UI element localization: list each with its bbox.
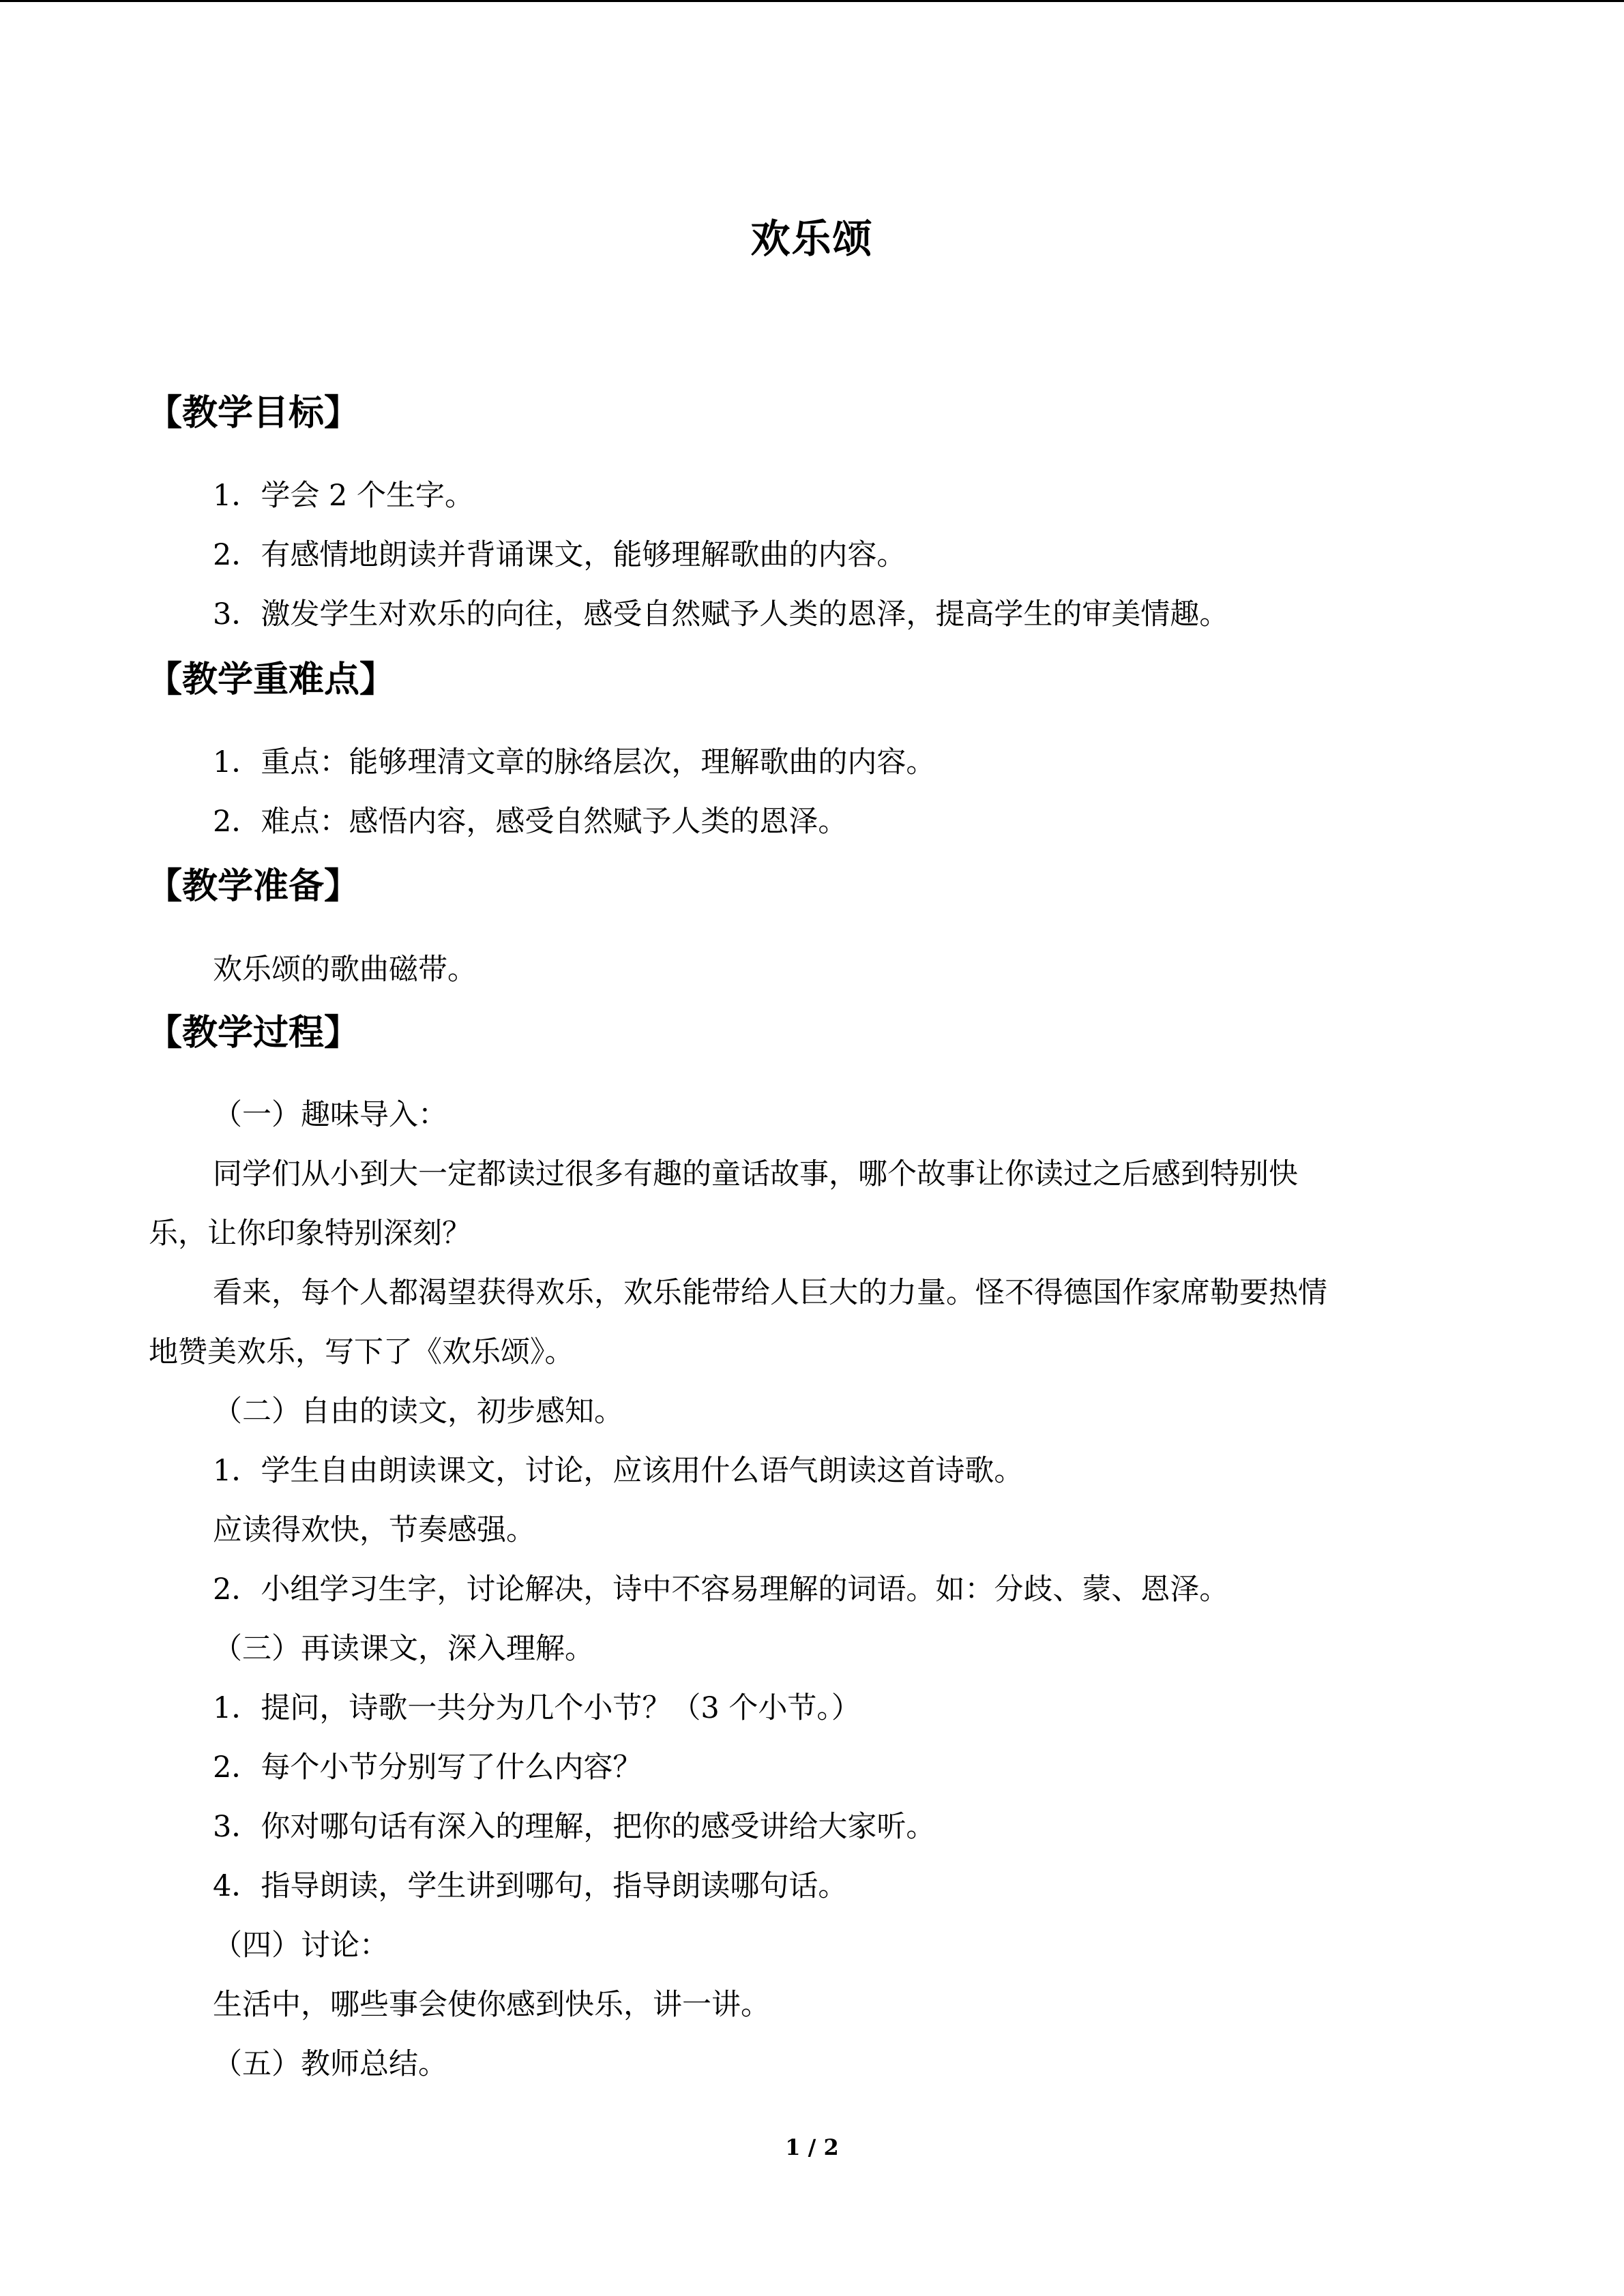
heading-key-points: 【教学重难点】 (147, 659, 396, 700)
process-line-15: （四）讨论： (213, 1928, 389, 1963)
process-line-4: 看来，每个人都渴望获得欢乐，欢乐能带给人巨大的力量。怪不得德国作家席勒要热情 (213, 1276, 1327, 1310)
objective-item-1: 1．学会 2 个生字。 (213, 479, 475, 513)
process-line-9: 2．小组学习生字，讨论解决，诗中不容易理解的词语。如：分歧、蒙、恩泽。 (213, 1572, 1229, 1607)
top-border-line (0, 0, 1624, 2)
key-point-item-1: 1．重点：能够理清文章的脉络层次，理解歌曲的内容。 (213, 745, 936, 779)
heading-objectives: 【教学目标】 (147, 393, 360, 434)
document-title: 欢乐颂 (750, 215, 874, 262)
process-line-5: 地赞美欢乐，写下了《欢乐颂》。 (149, 1335, 574, 1369)
process-line-10: （三）再读课文，深入理解。 (213, 1632, 594, 1666)
objective-item-2: 2．有感情地朗读并背诵课文，能够理解歌曲的内容。 (213, 538, 906, 572)
heading-process: 【教学过程】 (147, 1013, 360, 1054)
preparation-item-1: 欢乐颂的歌曲磁带。 (213, 953, 477, 987)
process-line-16: 生活中，哪些事会使你感到快乐，讲一讲。 (213, 1988, 770, 2022)
process-line-2: 同学们从小到大一定都读过很多有趣的童话故事，哪个故事让你读过之后感到特别快 (213, 1157, 1298, 1191)
process-line-6: （二）自由的读文，初步感知。 (213, 1395, 623, 1429)
process-line-1: （一）趣味导入： (213, 1098, 447, 1132)
process-line-12: 2．每个小节分别写了什么内容？ (213, 1750, 643, 1785)
process-line-17: （五）教师总结。 (213, 2047, 447, 2081)
process-line-14: 4．指导朗读，学生讲到哪句，指导朗读哪句话。 (213, 1869, 848, 1903)
heading-preparation: 【教学准备】 (147, 866, 360, 907)
objective-item-3: 3．激发学生对欢乐的向往，感受自然赋予人类的恩泽，提高学生的审美情趣。 (213, 597, 1229, 631)
process-line-7: 1．学生自由朗读课文，讨论，应该用什么语气朗读这首诗歌。 (213, 1454, 1024, 1488)
process-line-13: 3．你对哪句话有深入的理解，把你的感受讲给大家听。 (213, 1810, 936, 1844)
page-number: 1 / 2 (785, 2134, 839, 2160)
process-line-11: 1．提问，诗歌一共分为几个小节？（3 个小节。） (213, 1691, 861, 1725)
process-line-3: 乐，让你印象特别深刻？ (149, 1217, 471, 1251)
key-point-item-2: 2．难点：感悟内容，感受自然赋予人类的恩泽。 (213, 805, 848, 839)
process-line-8: 应读得欢快，节奏感强。 (213, 1513, 535, 1547)
